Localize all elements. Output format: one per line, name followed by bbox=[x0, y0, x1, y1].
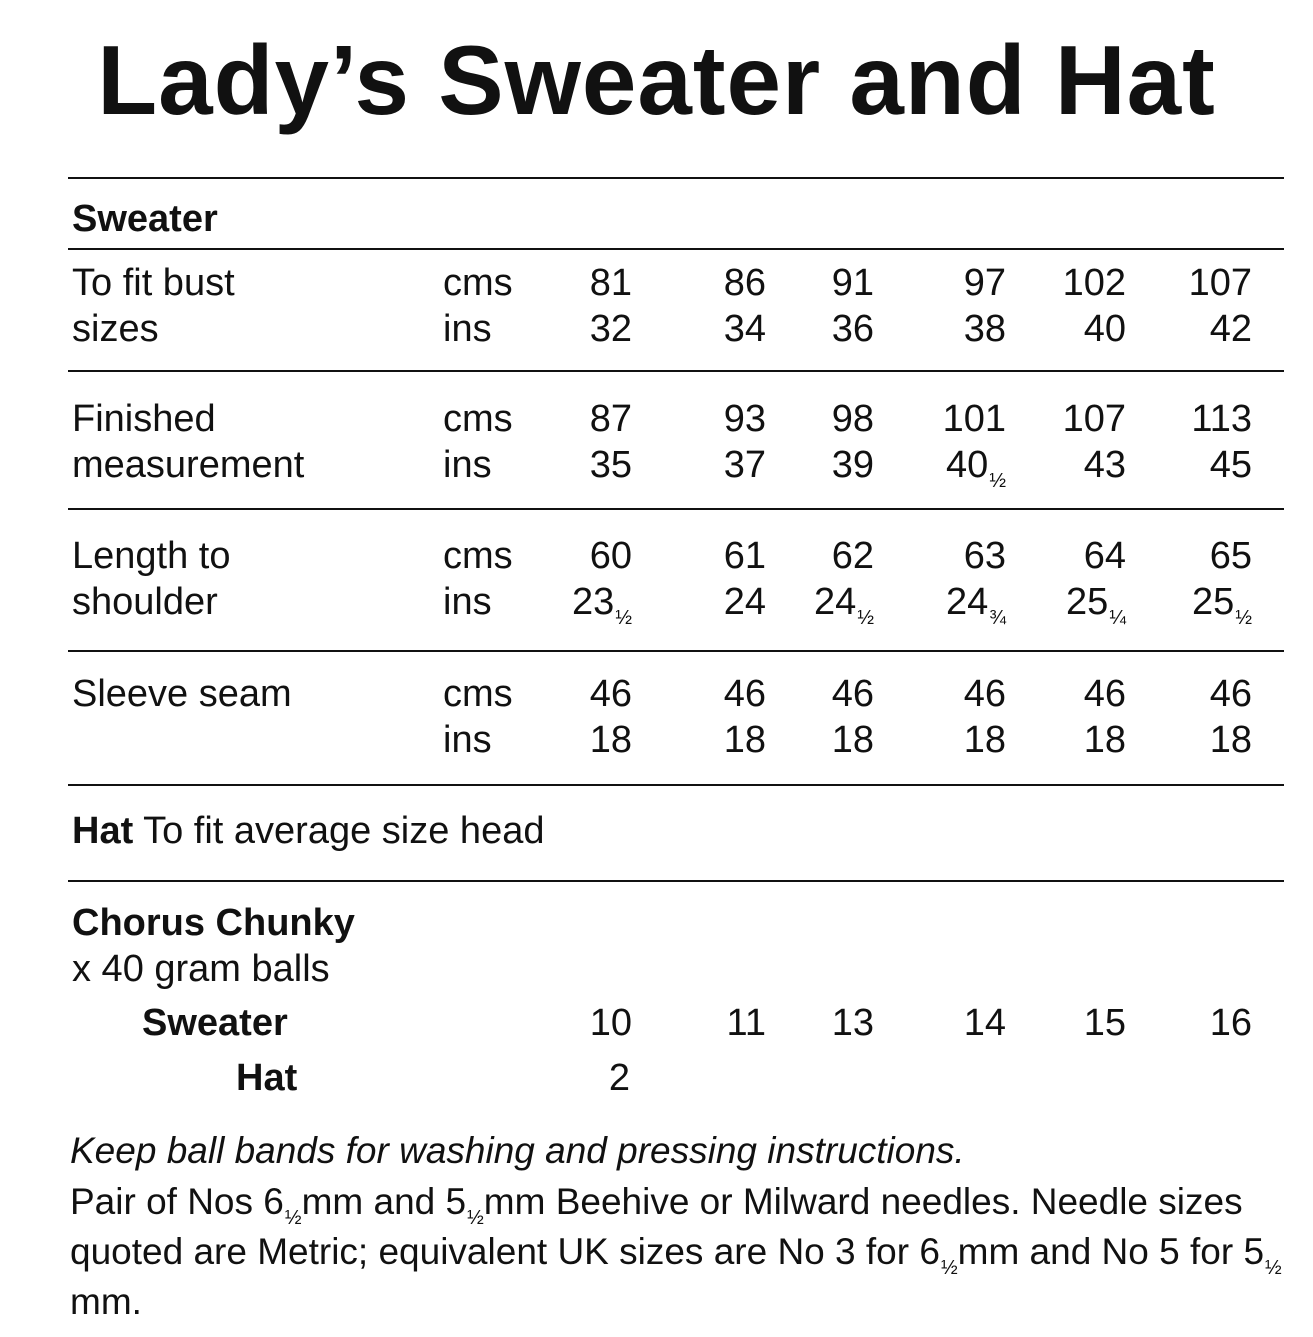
cms-value: 63 bbox=[963, 535, 1006, 577]
cms-value: 97 bbox=[963, 262, 1006, 304]
unit-label: cms bbox=[443, 535, 513, 577]
fraction: ½ bbox=[857, 607, 874, 629]
cms-value: 46 bbox=[1083, 673, 1126, 715]
row-label: Finished bbox=[72, 398, 216, 440]
cms-value: 65 bbox=[1209, 535, 1252, 577]
ins-value bbox=[542, 717, 632, 763]
ins-value bbox=[916, 579, 1006, 628]
row-label: Sleeve seam bbox=[72, 673, 292, 715]
ins-value bbox=[916, 442, 1006, 491]
cms-value: 102 bbox=[1062, 262, 1126, 304]
ins-value bbox=[1162, 717, 1252, 763]
fraction: ½ bbox=[284, 1207, 302, 1229]
ins-whole: 34 bbox=[723, 308, 766, 350]
ins-value bbox=[676, 442, 766, 488]
unit-label: ins bbox=[443, 581, 492, 623]
ins-whole: 38 bbox=[963, 308, 1006, 350]
hat-size-text: To fit average size head bbox=[143, 810, 545, 852]
yarn-sweater-quantity: 11 bbox=[726, 1002, 766, 1044]
divider bbox=[68, 650, 1284, 652]
ins-value bbox=[916, 717, 1006, 763]
ins-whole: 37 bbox=[723, 444, 766, 486]
ins-whole: 25 bbox=[1192, 581, 1235, 623]
yarn-hat-label: Hat bbox=[236, 1057, 298, 1099]
yarn-sweater-quantity: 15 bbox=[1083, 1002, 1126, 1044]
divider bbox=[68, 248, 1284, 250]
unit-label: cms bbox=[443, 398, 513, 440]
ins-value bbox=[1162, 442, 1252, 488]
divider bbox=[68, 880, 1284, 882]
ins-value bbox=[1036, 442, 1126, 488]
ins-value bbox=[542, 579, 632, 628]
fraction: ½ bbox=[940, 1257, 958, 1279]
fraction: ¼ bbox=[1109, 607, 1126, 629]
yarn-hat-quantity: 2 bbox=[608, 1057, 630, 1099]
fraction: ½ bbox=[1265, 1257, 1282, 1279]
ins-whole: 18 bbox=[589, 719, 632, 761]
cms-value: 61 bbox=[723, 535, 766, 577]
ins-whole: 42 bbox=[1209, 308, 1252, 350]
ins-whole: 35 bbox=[589, 444, 632, 486]
ins-whole: 40 bbox=[1083, 308, 1126, 350]
divider bbox=[68, 508, 1284, 510]
yarn-ball-weight: x 40 gram balls bbox=[72, 948, 330, 990]
unit-label: cms bbox=[443, 673, 513, 715]
cms-value: 46 bbox=[963, 673, 1006, 715]
cms-value: 46 bbox=[589, 673, 632, 715]
yarn-sweater-quantity: 16 bbox=[1209, 1002, 1252, 1044]
ins-value bbox=[542, 442, 632, 488]
ins-whole: 43 bbox=[1083, 444, 1126, 486]
ins-value bbox=[784, 717, 874, 763]
fraction: ¾ bbox=[989, 607, 1006, 629]
ins-value bbox=[916, 306, 1006, 352]
cms-value: 46 bbox=[1209, 673, 1252, 715]
ins-value bbox=[542, 306, 632, 352]
row-label: Length to bbox=[72, 535, 231, 577]
ins-whole: 25 bbox=[1066, 581, 1109, 623]
ins-value bbox=[784, 579, 874, 628]
needles-note: Pair of Nos 6½mm and 5½mm Beehive or Milward needles. Needle sizes quoted are Metric; equivalent UK sizes are No 3 for 6½mm and No 5 for 5½mm. bbox=[70, 1181, 1282, 1322]
fraction: ½ bbox=[615, 607, 632, 629]
cms-value: 46 bbox=[831, 673, 874, 715]
hat-label: Hat bbox=[72, 810, 134, 852]
hat-size-line bbox=[72, 808, 544, 854]
ins-whole: 24 bbox=[946, 581, 989, 623]
ins-value bbox=[676, 579, 766, 625]
row-label: measurement bbox=[72, 444, 305, 486]
ins-whole: 24 bbox=[723, 581, 766, 623]
yarn-sweater-quantity: 10 bbox=[589, 1002, 632, 1044]
cms-value: 64 bbox=[1083, 535, 1126, 577]
cms-value: 107 bbox=[1188, 262, 1252, 304]
unit-label: ins bbox=[443, 444, 492, 486]
ins-value bbox=[784, 306, 874, 352]
ins-value bbox=[1036, 717, 1126, 763]
ins-value bbox=[1036, 306, 1126, 352]
cms-value: 62 bbox=[831, 535, 874, 577]
cms-value: 60 bbox=[589, 535, 632, 577]
cms-value: 46 bbox=[723, 673, 766, 715]
ins-whole: 32 bbox=[589, 308, 632, 350]
ins-value bbox=[1162, 579, 1252, 628]
cms-value: 81 bbox=[589, 262, 632, 304]
cms-value: 98 bbox=[831, 398, 874, 440]
unit-label: cms bbox=[443, 262, 513, 304]
ins-value bbox=[676, 306, 766, 352]
ins-value bbox=[676, 717, 766, 763]
cms-value: 87 bbox=[589, 398, 632, 440]
divider bbox=[68, 177, 1284, 179]
ins-whole: 18 bbox=[723, 719, 766, 761]
sweater-heading: Sweater bbox=[72, 198, 218, 240]
ins-value bbox=[784, 442, 874, 488]
yarn-sweater-label: Sweater bbox=[142, 1002, 288, 1044]
row-label: To fit bust bbox=[72, 262, 235, 304]
yarn-sweater-quantity: 14 bbox=[963, 1002, 1006, 1044]
yarn-name: Chorus Chunky bbox=[72, 902, 355, 944]
ins-whole: 24 bbox=[814, 581, 857, 623]
cms-value: 113 bbox=[1191, 398, 1252, 440]
cms-value: 86 bbox=[723, 262, 766, 304]
unit-label: ins bbox=[443, 719, 492, 761]
ins-whole: 18 bbox=[1209, 719, 1252, 761]
yarn-sweater-quantity: 13 bbox=[831, 1002, 874, 1044]
ins-whole: 40 bbox=[946, 444, 989, 486]
ins-whole: 18 bbox=[1083, 719, 1126, 761]
ins-whole: 23 bbox=[572, 581, 615, 623]
fraction: ½ bbox=[1235, 607, 1252, 629]
divider bbox=[68, 370, 1284, 372]
cms-value: 91 bbox=[831, 262, 874, 304]
ins-whole: 18 bbox=[963, 719, 1006, 761]
row-label: sizes bbox=[72, 308, 159, 350]
ins-whole: 18 bbox=[831, 719, 874, 761]
ins-value bbox=[1036, 579, 1126, 628]
cms-value: 107 bbox=[1062, 398, 1126, 440]
fraction: ½ bbox=[467, 1207, 484, 1229]
ins-whole: 36 bbox=[831, 308, 874, 350]
row-label: shoulder bbox=[72, 581, 218, 623]
cms-value: 101 bbox=[942, 398, 1006, 440]
fraction: ½ bbox=[989, 470, 1006, 492]
page-title: Lady’s Sweater and Hat bbox=[97, 25, 1216, 135]
ball-bands-note: Keep ball bands for washing and pressing instructions. bbox=[70, 1130, 965, 1171]
ins-value bbox=[1162, 306, 1252, 352]
divider bbox=[68, 784, 1284, 786]
cms-value: 93 bbox=[723, 398, 766, 440]
ins-whole: 39 bbox=[831, 444, 874, 486]
unit-label: ins bbox=[443, 308, 492, 350]
ins-whole: 45 bbox=[1209, 444, 1252, 486]
